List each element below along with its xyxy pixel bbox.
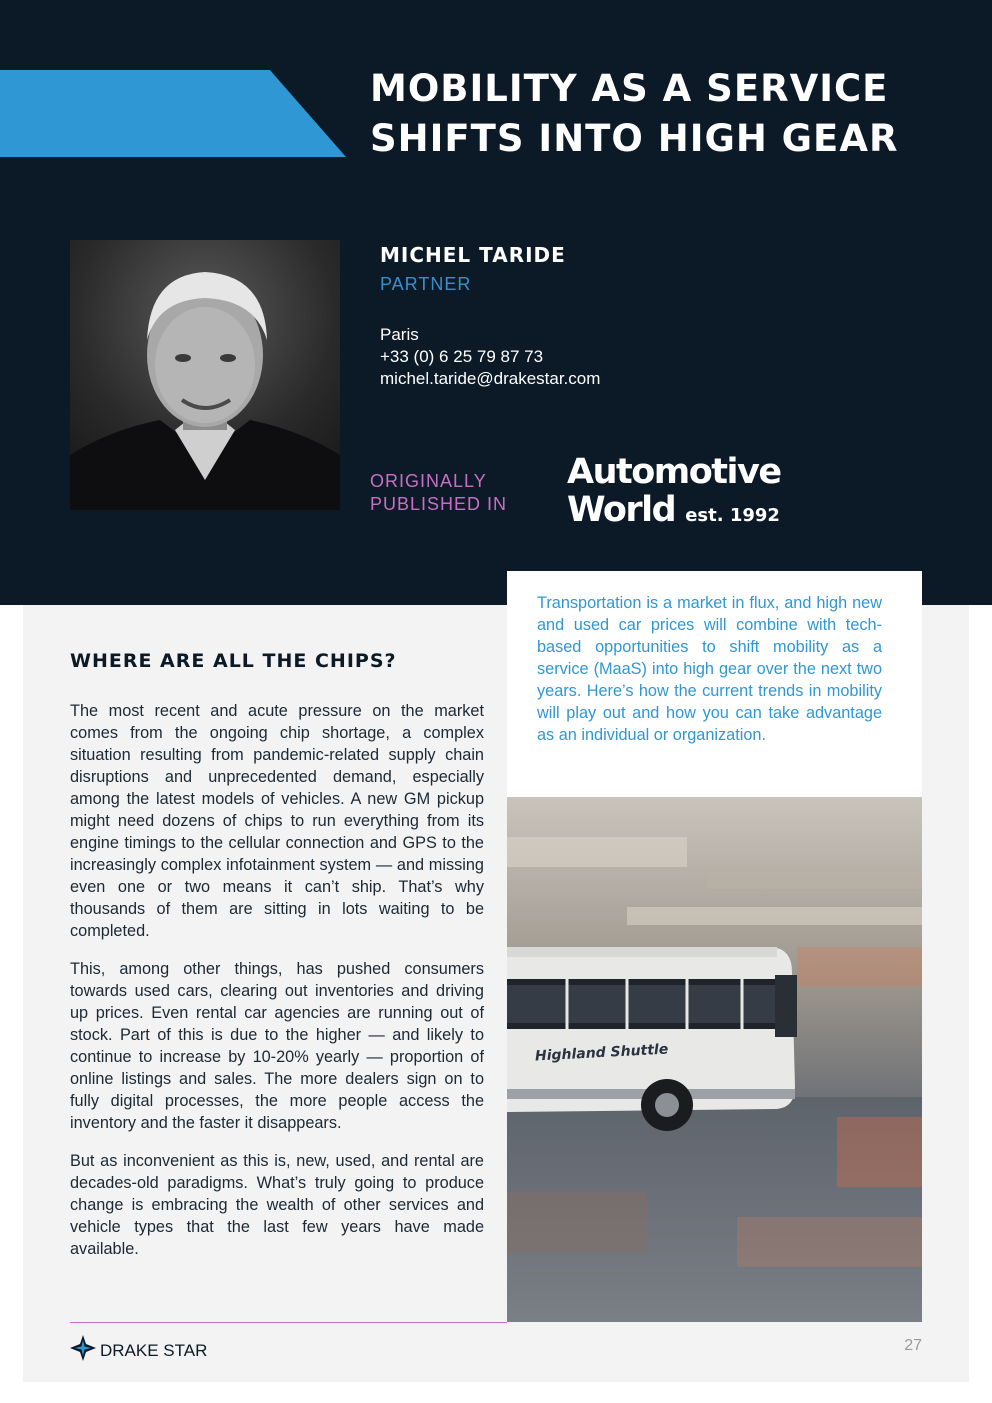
star-icon <box>70 1335 96 1366</box>
author-name: MICHEL TARIDE <box>380 243 566 267</box>
author-portrait <box>70 240 340 510</box>
page-title-line-2: SHIFTS INTO HIGH GEAR <box>370 117 899 160</box>
drake-star-logo <box>70 1335 207 1366</box>
originally-published-line-2: PUBLISHED IN <box>370 494 508 514</box>
body-column <box>70 700 484 1276</box>
author-phone[interactable]: +33 (0) 6 25 79 87 73 <box>380 347 544 366</box>
page-number: 27 <box>904 1337 922 1354</box>
body-paragraph-2: This, among other things, has pushed consumers towards used cars, clearing out inventories and driving up prices. Even rental car agencies are running out of stock. Part of this is due to the higher — and likely to continue to increase by 10-20% yearly — proportion of online listings and sales. The more dealers sign on to fully digital processes, the more people access the inventory and the faster it disappears. <box>70 960 484 1132</box>
author-contact <box>380 324 600 390</box>
intro-text: Transportation is a market in flux, and high new and used car prices will combine with tech-based opportunities to shift mobility as a service (MaaS) into high gear over the next two years. Here’s how the current trends in mobility will play out and how you can take advantage as an individual or organization. <box>537 594 882 744</box>
logo-line-2-wrap <box>567 492 781 534</box>
author-email[interactable]: michel.taride@drakestar.com <box>380 369 601 388</box>
author-city: Paris <box>380 325 419 344</box>
page-title-line-1: MOBILITY AS A SERVICE <box>370 67 889 110</box>
body-paragraph-3: But as inconvenient as this is, new, used, and rental are decades-old paradigms. What’s truly going to produce change is embracing the wealth of other services and vehicle types that the last few years have made available. <box>70 1152 484 1258</box>
brand-name: DRAKE STAR <box>100 1340 208 1360</box>
author-role: PARTNER <box>380 274 472 294</box>
body-paragraph-1: The most recent and acute pressure on the market comes from the ongoing chip shortage, a complex situation resulting from pandemic-related supply chain disruptions and unprecedented demand, especially among the latest models of vehicles. A new GM pickup might need dozens of chips to run everything from its engine timings to the cellular connection and GPS to the increasingly complex infotainment system — and missing even one or two means it can’t ship. That’s why thousands of them are sitting in lots waiting to be completed. <box>70 702 484 940</box>
logo-line-2: World <box>567 490 676 530</box>
page-title <box>370 64 970 164</box>
logo-line-1: Automotive <box>567 452 781 492</box>
originally-published-line-1: ORIGINALLY <box>370 471 487 491</box>
footer-rule <box>70 1322 507 1323</box>
section-heading: WHERE ARE ALL THE CHIPS? <box>70 650 397 672</box>
automotive-world-logo <box>567 452 781 534</box>
originally-published-label <box>370 470 507 516</box>
bus-signage: Highland Shuttle <box>534 1041 669 1065</box>
logo-est: est. 1992 <box>685 505 780 526</box>
